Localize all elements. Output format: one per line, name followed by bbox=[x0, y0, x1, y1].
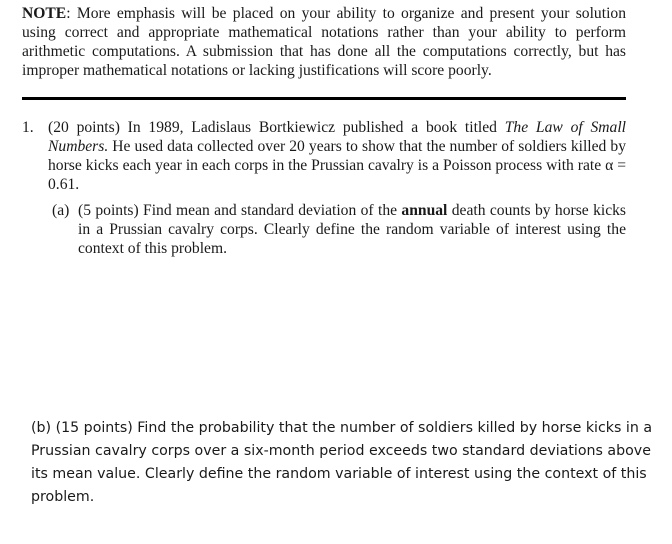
question-1b-text: (b) (15 points) Find the probability that the number of soldiers killed by horse kicks in a Prussian cavalry corps over a six-month period exceeds two standard deviations above its mean value. Clearly define the random variable of interest using the context of this problem. bbox=[31, 420, 653, 505]
question-1a-rest: death counts by horse kicks in a Prussian cavalry corps. Clearly define the random variable of interest using the context of this problem. bbox=[78, 202, 626, 257]
question-1 bbox=[22, 118, 626, 258]
note-label: NOTE bbox=[22, 5, 67, 22]
question-1-intro: (20 points) In 1989, Ladislaus Bortkiewicz published a book titled bbox=[48, 119, 505, 136]
annual-emphasis: annual bbox=[401, 202, 448, 219]
book-title: The Law of Small Numbers. bbox=[48, 119, 626, 155]
question-1-text bbox=[48, 118, 626, 194]
question-1a-text bbox=[78, 201, 626, 258]
question-1a-label: (a) bbox=[52, 202, 70, 219]
note-text: : More emphasis will be placed on your ability to organize and present your solution using correct and appropriate mathematical notations rather than your ability to perform arithmetic computations. A submission that has done all the computations correctly, but has improper mathematical notations or lacking justifications will score poorly. bbox=[22, 5, 626, 79]
question-1a-intro: (5 points) Find mean and standard deviation of the bbox=[78, 202, 402, 219]
question-1-number: 1. bbox=[22, 119, 34, 136]
note-paragraph bbox=[22, 4, 626, 80]
horizontal-divider bbox=[22, 97, 626, 100]
question-1a bbox=[26, 201, 626, 258]
question-1-description: He used data collected over 20 years to show that the number of soldiers killed by horse kicks each year in each corps in the Prussian cavalry is a Poisson process with rate α = 0.61. bbox=[48, 138, 626, 193]
